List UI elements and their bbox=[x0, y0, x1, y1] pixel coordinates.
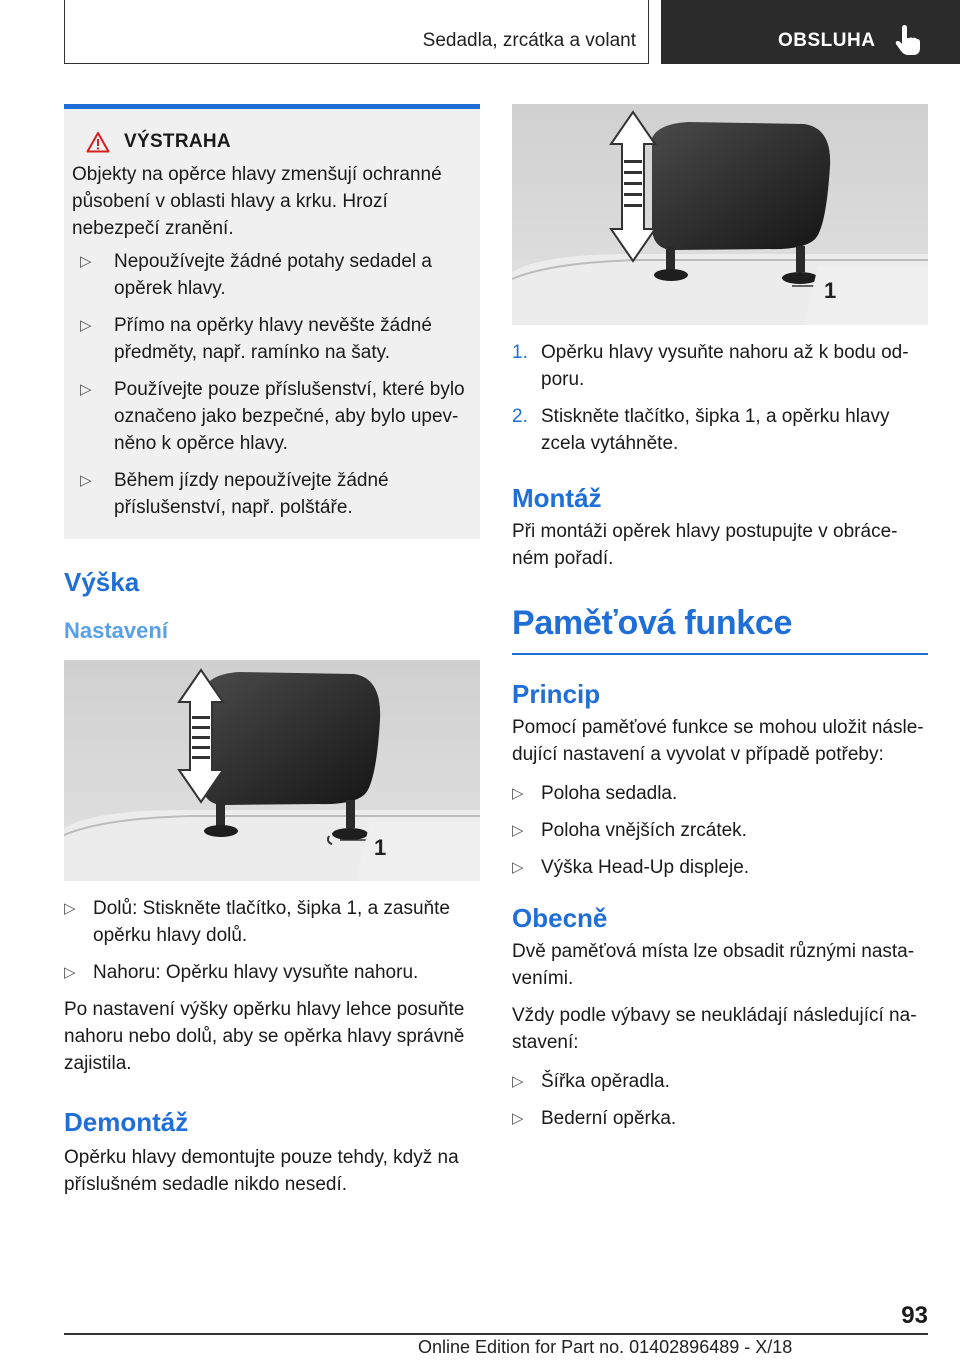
bullet-icon: ▷ bbox=[64, 900, 76, 917]
bullet-icon: ▷ bbox=[64, 964, 76, 981]
list-item: ▷ Používejte pouze příslušenství, které bylo označeno jako bezpečné, aby bylo upevněno k opěrce hlavy. bbox=[80, 376, 472, 457]
footer-edition: Online Edition for Part no. 01402896489 - X/18 bbox=[418, 1337, 793, 1357]
right-column bbox=[512, 104, 928, 1142]
warning-box bbox=[64, 104, 480, 539]
bullet-icon: ▷ bbox=[512, 858, 524, 876]
general-text-1: Dvě paměťová místa lze obsadit různými nastaveními. bbox=[512, 940, 915, 989]
heading-mounting: Montáž bbox=[512, 483, 602, 513]
height-list bbox=[64, 895, 480, 986]
list-item: ▷ Nepoužívejte žádné potahy sedadel a opěrek hlavy. bbox=[80, 248, 472, 302]
heading-principle: Princip bbox=[512, 678, 601, 709]
bullet-icon: ▷ bbox=[512, 1109, 524, 1127]
height-note: Po nastavení výšky opěrku hlavy lehce posuňte nahoru nebo dolů, aby se opěrka hlavy správně zajistila. bbox=[64, 999, 465, 1074]
headrest-illustration bbox=[64, 660, 480, 881]
footer-rule bbox=[64, 1333, 928, 1335]
page-number: 93 bbox=[901, 1302, 928, 1329]
general-text-2: Vždy podle výbavy se neukládají následující nastavení: bbox=[512, 1004, 917, 1053]
heading-general: Obecně bbox=[512, 902, 608, 933]
warning-list bbox=[72, 248, 472, 521]
mount-text: Při montáži opěrek hlavy postupujte v obráceném pořadí. bbox=[512, 521, 898, 569]
list-item: ▷ Během jízdy nepoužívejte žádné příslušenství, např. polštáře. bbox=[80, 467, 472, 521]
heading-removal: Demontáž bbox=[64, 1107, 189, 1137]
step-number: 2. bbox=[512, 406, 528, 427]
header-section-box bbox=[64, 0, 649, 64]
warning-title: VÝSTRAHA bbox=[124, 131, 231, 152]
bullet-icon: ▷ bbox=[80, 381, 92, 398]
bullet-icon: ▷ bbox=[80, 472, 92, 489]
image-label: 1 bbox=[824, 278, 837, 303]
list-item: ▷ Poloha sedadla. bbox=[512, 780, 928, 807]
list-item: ▷ Nahoru: Opěrku hlavy vysuňte nahoru. bbox=[64, 959, 480, 986]
step-number: 1. bbox=[512, 342, 528, 363]
list-item: ▷ Výška Head-Up displeje. bbox=[512, 854, 928, 881]
bullet-icon: ▷ bbox=[80, 317, 92, 334]
bullet-icon: ▷ bbox=[512, 784, 524, 802]
warning-header bbox=[72, 131, 472, 153]
list-item: ▷ Přímo na opěrky hlavy nevěšte žádné předměty, např. ramínko na šaty. bbox=[80, 312, 472, 366]
warning-triangle-icon bbox=[86, 131, 110, 153]
principle-text: Pomocí paměťové funkce se mohou uložit následující nastavení a vyvolat v případě potřeby: bbox=[512, 716, 924, 765]
tab-obsluha[interactable]: OBSLUHA bbox=[778, 30, 876, 51]
list-item: ▷ Šířka opěradla. bbox=[512, 1068, 928, 1095]
headrest-image-remove bbox=[512, 104, 928, 325]
removal-steps bbox=[512, 339, 928, 457]
warning-text: Objekty na opěrce hlavy zmenšují ochranné působení v oblasti hlavy a krku. Hrozí nebezpečí zranění. bbox=[72, 164, 442, 239]
section-title: Sedadla, zrcátka a volant bbox=[422, 30, 636, 51]
bullet-icon: ▷ bbox=[512, 1072, 524, 1090]
list-item: ▷ Bederní opěrka. bbox=[512, 1105, 928, 1132]
heading-rule bbox=[512, 653, 928, 655]
removal-text: Opěrku hlavy demontujte pouze tehdy, když na příslušném sedadle nikdo nesedí. bbox=[64, 1147, 459, 1195]
heading-memory-function: Paměťová funkce bbox=[512, 604, 793, 642]
list-item: 1. Opěrku hlavy vysuňte nahoru až k bodu odporu. bbox=[512, 339, 928, 393]
bullet-icon: ▷ bbox=[80, 253, 92, 270]
left-column bbox=[64, 104, 480, 1198]
bullet-icon: ▷ bbox=[512, 821, 524, 839]
list-item: 2. Stiskněte tlačítko, šipka 1, a opěrku hlavy zcela vytáhněte. bbox=[512, 403, 928, 457]
list-item: ▷ Poloha vnějších zrcátek. bbox=[512, 817, 928, 844]
image-label: 1 bbox=[374, 835, 387, 860]
headrest-illustration bbox=[512, 104, 928, 325]
heading-height: Výška bbox=[64, 567, 140, 597]
headrest-image-adjust bbox=[64, 660, 480, 881]
principle-list bbox=[512, 780, 928, 881]
subheading-adjustment: Nastavení bbox=[64, 618, 168, 643]
general-list bbox=[512, 1068, 928, 1132]
list-item: ▷ Dolů: Stiskněte tlačítko, šipka 1, a zasuňte opěrku hlavy dolů. bbox=[64, 895, 480, 949]
hand-pointer-icon bbox=[893, 24, 923, 56]
